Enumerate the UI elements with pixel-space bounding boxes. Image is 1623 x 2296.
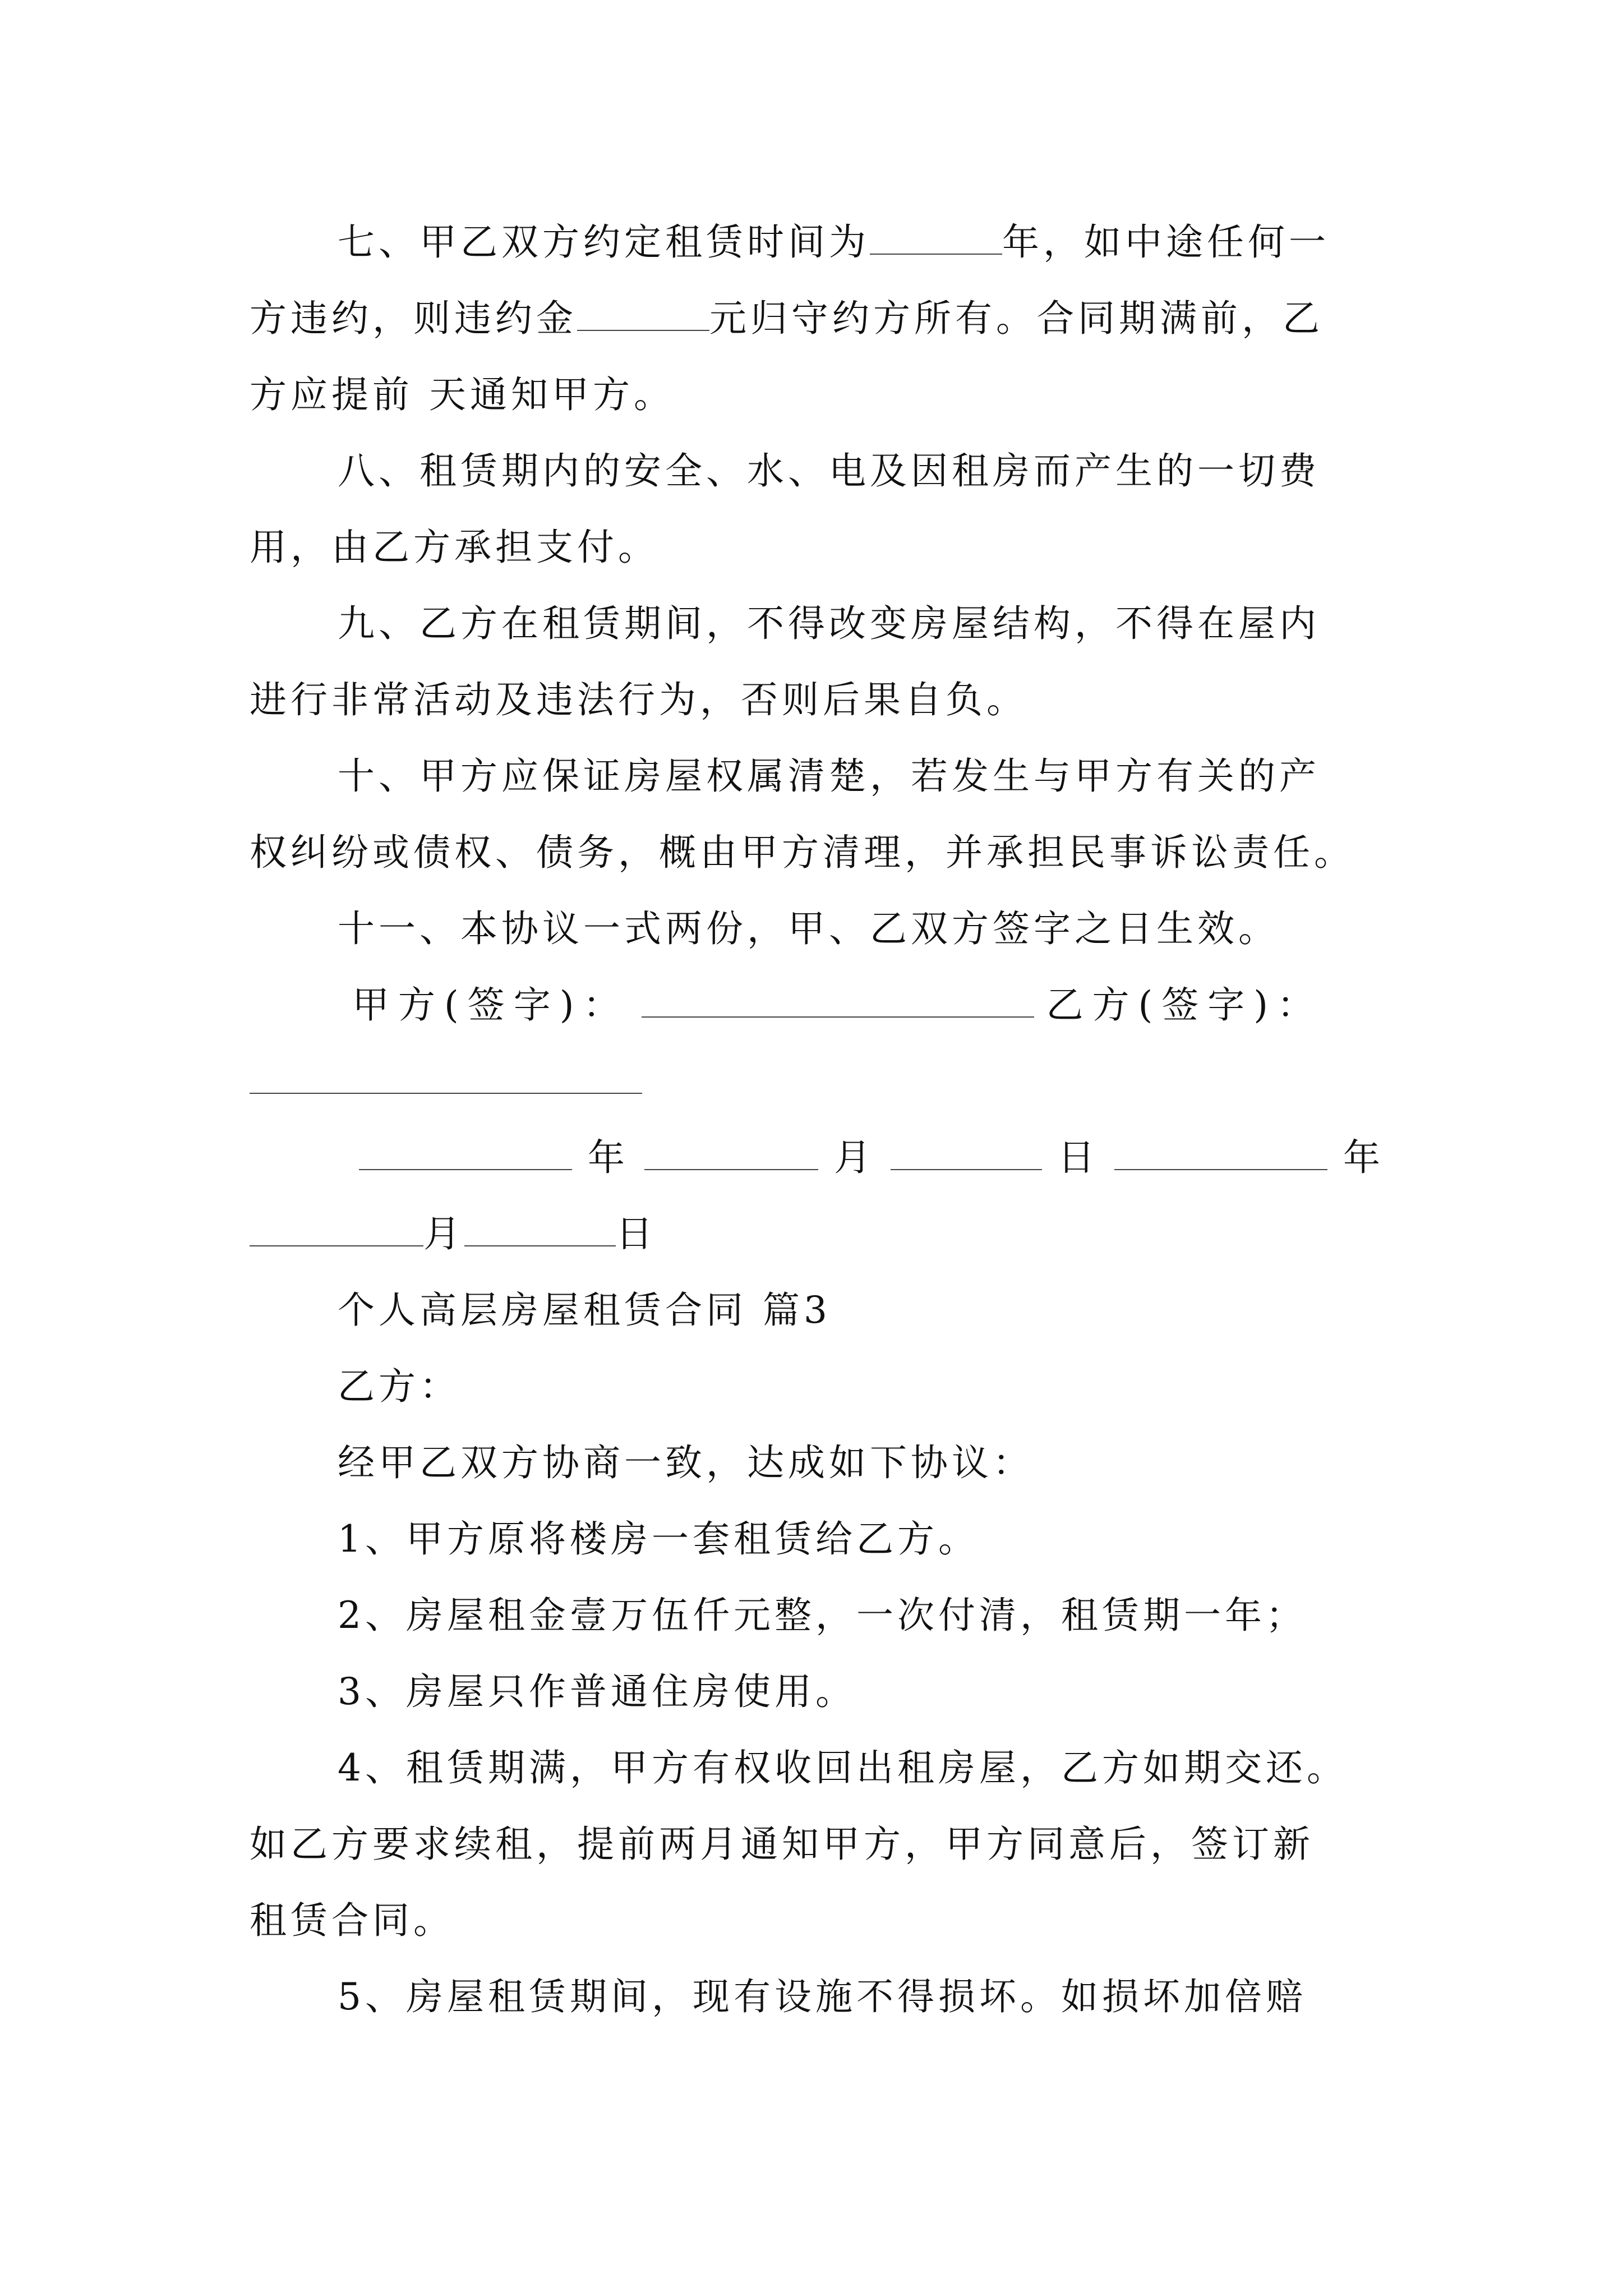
clause-9-line-2: 进行非常活动及违法行为，否则后果自负。 — [250, 678, 1027, 721]
clause-7-line-1 — [338, 220, 1465, 265]
clause-11-line-1: 十一、本协议一式两份，甲、乙双方签字之日生效。 — [338, 907, 1279, 950]
section-3-item-4-line-3: 租赁合同。 — [250, 1899, 454, 1942]
clause-9-line-1: 九、乙方在租赁期间，不得改变房屋结构，不得在屋内 — [338, 602, 1320, 645]
section-3-item-4-line-1: 4、租赁期满，甲方有权收回出租房屋，乙方如期交还。 — [338, 1746, 1348, 1789]
section-3-item-1: 1、甲方原将楼房一套租赁给乙方。 — [338, 1517, 979, 1561]
section-3-item-3: 3、房屋只作普通住房使用。 — [338, 1670, 856, 1713]
party-a-month-blank[interactable] — [644, 1138, 818, 1170]
day-label: 日 — [1058, 1136, 1099, 1179]
section-3-item-2: 2、房屋租金壹万伍仟元整，一次付清，租赁期一年； — [338, 1594, 1307, 1637]
party-b-signature-line — [250, 1059, 1377, 1104]
clause-7-text: 元归守约方所有。合同期满前，乙 — [709, 297, 1324, 340]
party-b-signature-blank[interactable] — [250, 1061, 642, 1094]
signature-line — [352, 983, 1479, 1028]
clause-8-line-2: 用，由乙方承担支付。 — [250, 526, 659, 569]
clause-10-line-1: 十、甲方应保证房屋权属清楚，若发生与甲方有关的产 — [338, 754, 1320, 798]
term-years-blank[interactable] — [870, 222, 1002, 255]
party-a-year-blank[interactable] — [359, 1138, 572, 1170]
clause-7-text: 方违约，则违约金 — [250, 297, 577, 340]
clause-7-text: 年，如中途任何一 — [1002, 220, 1330, 264]
party-a-day-blank[interactable] — [891, 1138, 1042, 1170]
party-a-signature-label: 甲方(签字)： — [352, 983, 629, 1027]
day-label: 日 — [616, 1212, 657, 1255]
section-3-party-b: 乙方： — [338, 1365, 460, 1408]
penalty-amount-blank[interactable] — [577, 298, 709, 331]
clause-10-line-2: 权纠纷或债权、债务，概由甲方清理，并承担民事诉讼责任。 — [250, 831, 1355, 874]
month-label: 月 — [423, 1212, 464, 1255]
clause-7-line-2 — [250, 296, 1377, 341]
date-line — [359, 1135, 1486, 1180]
party-a-signature-blank[interactable] — [642, 985, 1034, 1018]
party-b-day-blank[interactable] — [464, 1214, 616, 1246]
date-line-2 — [250, 1212, 1377, 1257]
year-label: 年 — [588, 1136, 629, 1179]
year-label: 年 — [1343, 1136, 1384, 1179]
section-3-title: 个人高层房屋租赁合同 篇3 — [338, 1289, 831, 1332]
clause-8-line-1: 八、租赁期内的安全、水、电及因租房而产生的一切费 — [338, 449, 1320, 493]
month-label: 月 — [834, 1136, 875, 1179]
party-b-signature-label: 乙方(签字)： — [1046, 983, 1323, 1027]
clause-7-line-3: 方应提前 天通知甲方。 — [250, 373, 675, 416]
section-3-intro: 经甲乙双方协商一致，达成如下协议： — [338, 1441, 1034, 1484]
clause-7-text: 七、甲乙双方约定租赁时间为 — [338, 220, 870, 264]
party-b-year-blank[interactable] — [1114, 1138, 1327, 1170]
section-3-item-5-line-1: 5、房屋租赁期间，现有设施不得损坏。如损坏加倍赔 — [338, 1975, 1307, 2018]
party-b-month-blank[interactable] — [250, 1214, 423, 1246]
section-3-item-4-line-2: 如乙方要求续租，提前两月通知甲方，甲方同意后，签订新 — [250, 1823, 1314, 1866]
